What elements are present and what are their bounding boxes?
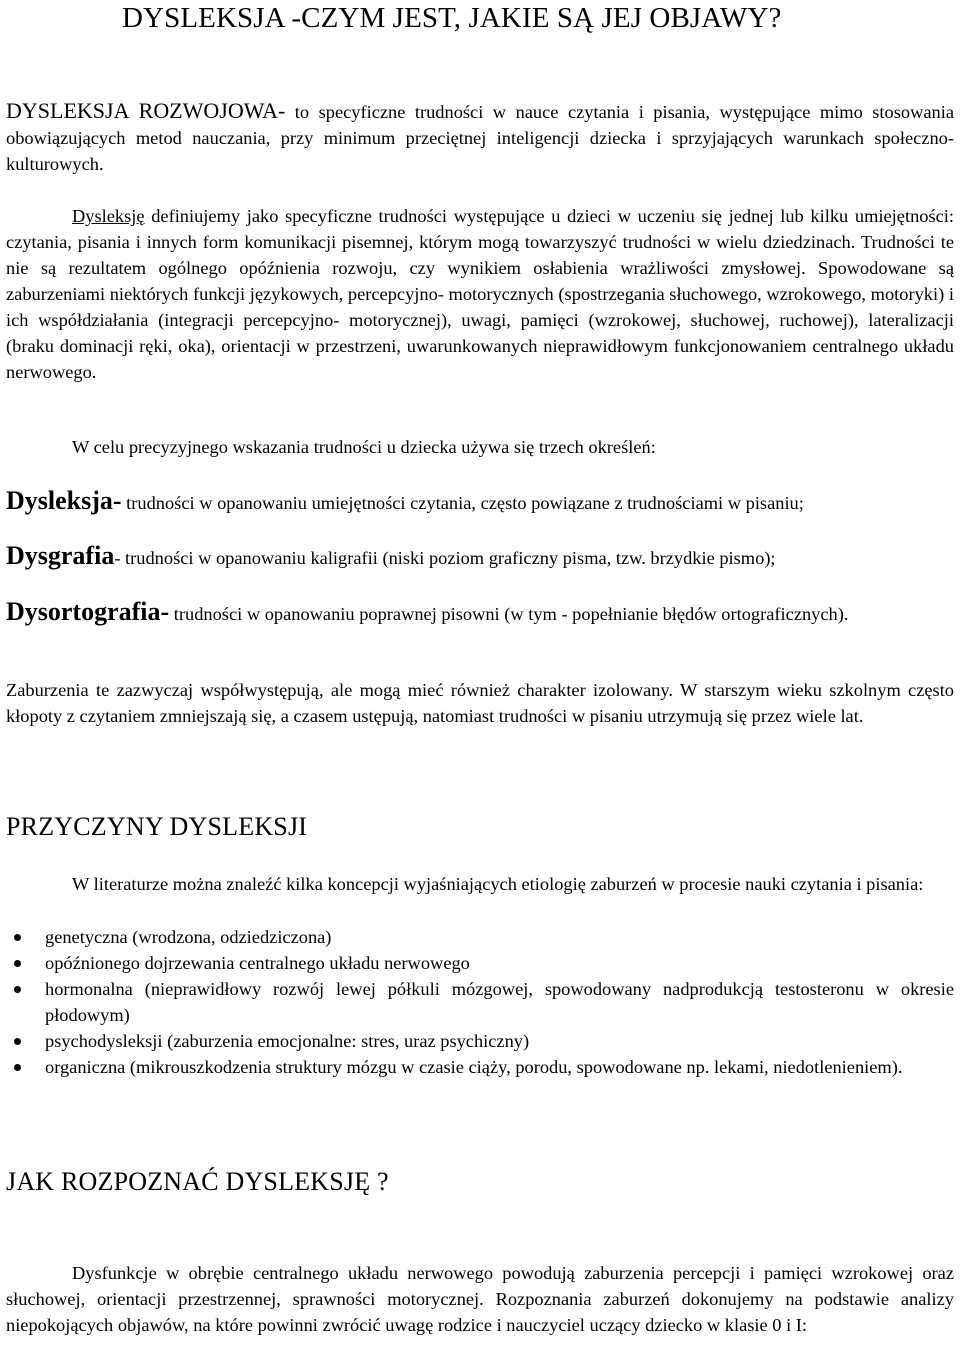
list-item: psychodysleksji (zaburzenia emocjonalne: stres, uraz psychiczny): [6, 1028, 954, 1054]
causes-heading-block: [6, 812, 954, 842]
term-dysgrafia: [6, 541, 954, 573]
intro-paragraph: [6, 98, 954, 177]
recognize-heading: JAK ROZPOZNAĆ DYSLEKSJĘ ?: [6, 1167, 389, 1196]
terms-intro-text: W celu precyzyjnego wskazania trudności u dziecka używa się trzech określeń:: [72, 437, 656, 457]
intro-lead: DYSLEKSJA ROZWOJOWA-: [6, 98, 286, 123]
recognize-heading-block: [6, 1167, 954, 1197]
bullet-icon: [14, 934, 21, 941]
causes-intro: [6, 871, 954, 897]
list-item: organiczna (mikrouszkodzenia struktury mózgu w czasie ciąży, porodu, spowodowane np. lekami, niedotlenieniem).: [6, 1054, 954, 1080]
definition-paragraph: [6, 203, 954, 385]
definition-lead: Dysleksję: [72, 206, 145, 226]
term-label: Dysgrafia: [6, 541, 115, 570]
definition-text: definiujemy jako specyficzne trudności występujące u dzieci w uczeniu się jednej lub kilku umiejętności: czytania, pisania i innych form komunikacji pisemnej, którym mogą towarzyszyć trudności w wielu dziedzinach. Trudności te nie są rezultatem ogólnego opóźnienia rozwoju, czy wynikiem osłabienia wrażliwości zmysłowej. Spowodowane są zaburzeniami niektórych funkcji językowych, percepcyjno- motorycznych (spostrzegania słuchowego, wzrokowego, motoryki) i ich współdziałania (integracji percepcyjno- motorycznej), uwagi, pamięci (wzrokowej, słuchowej, ruchowej), lateralizacji (braku dominacji ręki, oka), orientacji w przestrzeni, uwarunkowanych nieprawidłowym funkcjonowaniem centralnego układu nerwowego.: [6, 206, 954, 382]
recognize-text: Dysfunkcje w obrębie centralnego układu nerwowego powodują zaburzenia percepcji i pamięci wzrokowej oraz słuchowej, orientacji przestrzennej, sprawności motorycznej. Rozpoznania zaburzeń dokonujemy na podstawie analizy niepokojących objawów, na które powinni zwrócić uwagę rodzice i nauczyciel uczący dziecko w klasie 0 i I:: [6, 1263, 954, 1335]
list-item: hormonalna (nieprawidłowy rozwój lewej półkuli mózgowej, spowodowany nadprodukcją testosteronu w okresie płodowym): [6, 976, 954, 1028]
term-description: - trudności w opanowaniu kaligrafii (niski poziom graficzny pisma, tzw. brzydkie pismo);: [114, 548, 776, 568]
coexist-text: Zaburzenia te zazwyczaj współwystępują, ale mogą mieć również charakter izolowany. W starszym wieku szkolnym często kłopoty z czytaniem zmniejszają się, a czasem ustępują, natomiast trudności w pisaniu utrzymują się przez wiele lat.: [6, 680, 954, 726]
causes-heading: PRZYCZYNY DYSLEKSJI: [6, 812, 308, 841]
bullet-icon: [14, 1038, 21, 1045]
term-description: trudności w opanowaniu umiejętności czytania, często powiązane z trudnościami w pisaniu;: [121, 493, 804, 513]
bullet-icon: [14, 960, 21, 967]
term-label: Dysleksja-: [6, 486, 122, 515]
bullet-icon: [14, 1064, 21, 1071]
term-description: trudności w opanowaniu poprawnej pisowni (w tym - popełnianie błędów ortograficznych).: [169, 604, 849, 624]
bullet-icon: [14, 986, 21, 993]
term-dysleksja: [6, 486, 954, 518]
terms-intro: [6, 434, 954, 460]
causes-intro-text: W literaturze można znaleźć kilka koncepcji wyjaśniających etiologię zaburzeń w procesie nauki czytania i pisania:: [72, 874, 924, 894]
term-dysortografia: [6, 597, 954, 629]
coexist-paragraph: [6, 677, 954, 729]
causes-list: [6, 924, 954, 1080]
list-item: genetyczna (wrodzona, odziedziczona): [6, 924, 954, 950]
list-item: opóźnionego dojrzewania centralnego układu nerwowego: [6, 950, 954, 976]
intro-text: to specyficzne trudności w nauce czytania i pisania, występujące mimo stosowania obowiązujących metod nauczania, przy minimum przeciętnej inteligencji dziecka i sprzyjających warunkach społeczno- kulturowych.: [6, 102, 955, 174]
document-title: DYSLEKSJA -CZYM JEST, JAKIE SĄ JEJ OBJAWY?: [122, 2, 782, 34]
term-label: Dysortografia-: [6, 597, 170, 626]
recognize-paragraph: [6, 1260, 954, 1338]
